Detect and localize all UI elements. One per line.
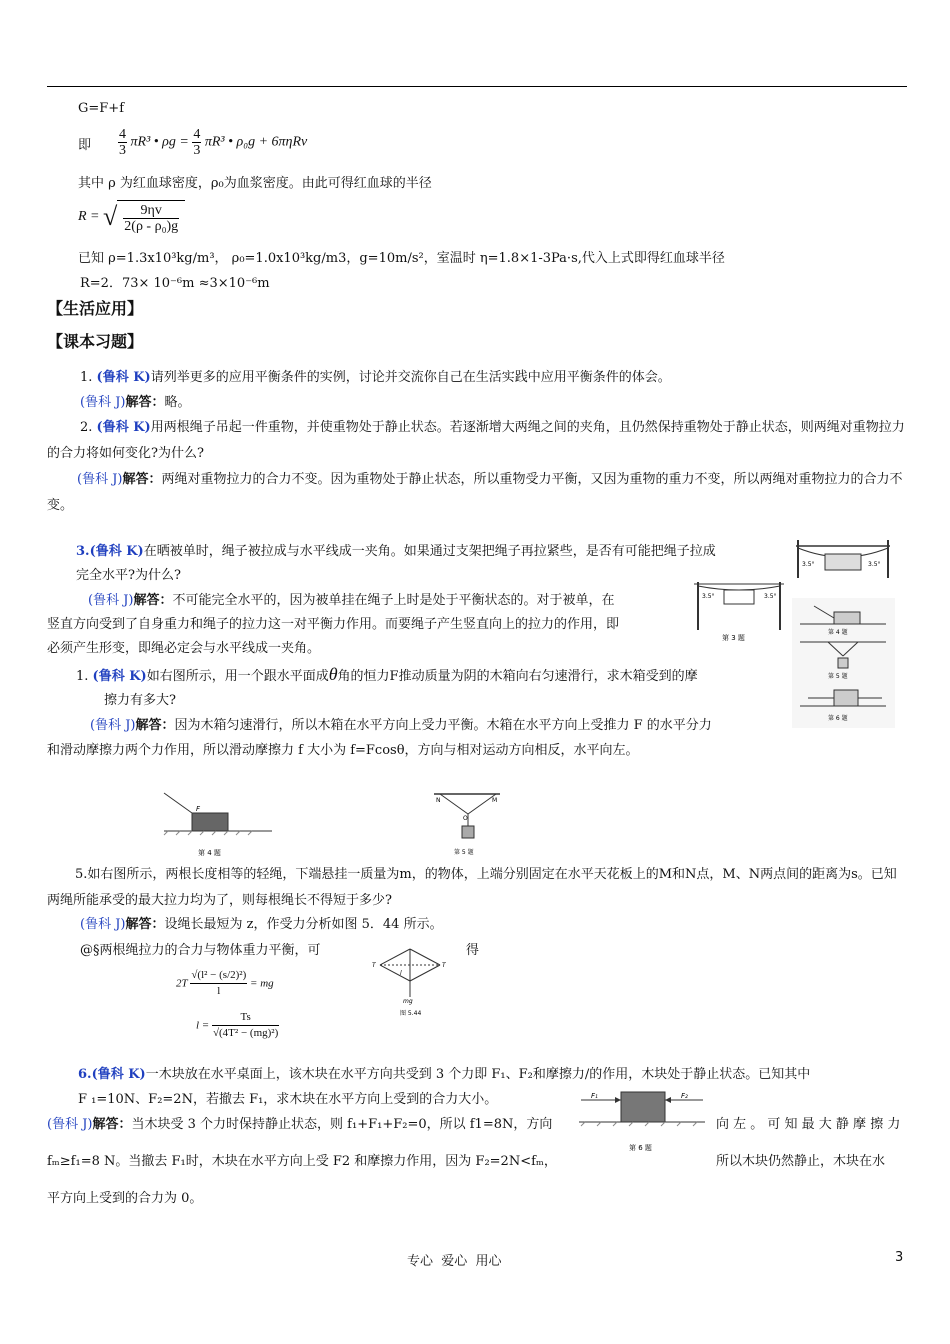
equation-stokes bbox=[118, 127, 307, 158]
fig544-label-mg: mg bbox=[403, 998, 413, 1005]
q5-eq-b-left: l = bbox=[196, 1019, 210, 1032]
q6-text2: F ₁=10N、F₂=2N，若撤去 F₁，求木块在水平方向上受到的合力大小。 bbox=[78, 1092, 498, 1107]
fig4-force-label: F bbox=[196, 805, 201, 813]
q3-num: 3. bbox=[76, 544, 90, 559]
q6-ans-tag: (鲁科 J) bbox=[47, 1117, 93, 1132]
q2-tag: (鲁科 K) bbox=[96, 420, 151, 435]
fig3-angle-right: 3.5° bbox=[764, 593, 777, 600]
section-life-heading: 【生活应用】 bbox=[47, 299, 144, 318]
eq1-den-b: 3 bbox=[193, 143, 201, 158]
fig6-caption: 第 6 题 bbox=[629, 1144, 652, 1152]
q6-ans-text2a: fₘ≥f₁=8 N。当撤去 F₁时，木块在水平方向上受 F2 和摩擦力作用，因为 F₂=2N<fₘ， bbox=[47, 1154, 557, 1169]
q6-text1: 一木块放在水平桌面上，该木块在水平方向共受到 3 个力即 F₁、F₂和摩擦力/的作用，木块处于静止状态。已知其中 bbox=[145, 1067, 811, 1082]
result-text: R=2．73× 10⁻⁶m ≈3×10⁻⁶m bbox=[80, 276, 270, 291]
eq1-num-b: 4 bbox=[193, 127, 201, 142]
q2-answer bbox=[47, 467, 907, 519]
r-num: 9ηv bbox=[123, 203, 179, 219]
footer-motto: 专心 爱心 用心 bbox=[407, 1254, 502, 1269]
q2-ans-text: 两绳对重物拉力的合力不变。因为重物处于静止状态，所以重物受力平衡，又因为重物的重力不变，所以两绳对重物拉力的合力不变。 bbox=[47, 472, 903, 513]
q4-text1b: 角的恒力F推动质量为阴的木箱向右匀速滑行，求木箱受到的摩 bbox=[337, 669, 698, 684]
q3-text1: 在晒被单时，绳子被拉成与水平线成一夹角。如果通过支架把绳子再拉紧些，是否有可能把绳子拉成 bbox=[143, 544, 716, 559]
q4-tag: (鲁科 K) bbox=[92, 669, 147, 684]
q5-line3a: @§两根绳拉力的合力与物体重力平衡，可 bbox=[80, 943, 321, 958]
q2-text: 用两根绳子吊起一件重物，并使重物处于静止状态。若逐渐增大两绳之间的夹角，且仍然保持重物处于静止状态，则两绳对重物拉力的合力将如何变化?为什么? bbox=[47, 420, 905, 461]
fig4-caption: 第 4 题 bbox=[198, 849, 221, 857]
q3-ans-tag: (鲁科 J) bbox=[88, 593, 134, 608]
fig5-label-n: N bbox=[436, 797, 441, 804]
q1-answer bbox=[80, 394, 191, 412]
fig4-mini-caption: 第 4 题 bbox=[828, 629, 848, 636]
eq1-num-a: 4 bbox=[119, 127, 126, 142]
q3-ans-label: 解答： bbox=[133, 593, 173, 608]
figure-3-sheet-on-rope bbox=[792, 538, 895, 598]
q2-question bbox=[47, 415, 907, 467]
q5-eq-a-den: l bbox=[217, 985, 221, 997]
q6-question-line1 bbox=[78, 1066, 810, 1084]
q6-ans-text3: 平方向上受到的合力为 0。 bbox=[47, 1191, 203, 1206]
q2-ans-label: 解答： bbox=[122, 472, 162, 487]
r-lhs: R = bbox=[78, 209, 100, 224]
eq1-right: πR³ • ρ₀g + 6πηRv bbox=[204, 134, 308, 150]
fig3-top-angle-right: 3.5° bbox=[868, 561, 881, 568]
eq1-den-a: 3 bbox=[119, 143, 126, 158]
q6-ans-text2b: 所以木块仍然静止，木块在水 bbox=[716, 1154, 886, 1169]
page-number: 3 bbox=[895, 1250, 904, 1265]
q4-ans-label: 解答： bbox=[135, 718, 175, 733]
known-text: 已知 ρ=1.3x10³kg/m³， ρ₀=1.0x10³kg/m3，g=10m/s²，室温时 η=1.8×1-3Pa·s,代入上式即得红血球半径 bbox=[78, 251, 725, 266]
q3-tag: (鲁科 K) bbox=[89, 544, 144, 559]
q5-ans-text: 设绳长最短为 z，作受力分析如图 5．44 所示。 bbox=[164, 917, 443, 932]
sqrt-symbol: √ bbox=[103, 202, 118, 231]
q5-line3b: 得 bbox=[466, 943, 480, 958]
q5-answer bbox=[80, 916, 443, 934]
fig544-label-t-right: T bbox=[442, 962, 446, 969]
figure-5-hanging-mass bbox=[432, 790, 502, 860]
q2-ans-tag: (鲁科 J) bbox=[77, 472, 123, 487]
q5-eq-b-den: √(4T² − (mg)²) bbox=[212, 1027, 279, 1039]
q6-ans-text1a: 当木块受 3 个力时保持静止状态，则 f₁+F₁+F₂=0，所以 f1=8N，方向 bbox=[131, 1117, 553, 1132]
fig5-label-m: M bbox=[492, 797, 498, 804]
q6-answer-line1 bbox=[47, 1116, 552, 1134]
q2-num: 2. bbox=[80, 420, 97, 435]
q3-ans-text3: 必须产生形变，即绳必定会与水平线成一夹角。 bbox=[47, 641, 321, 656]
q1-ans-text: 略。 bbox=[164, 395, 191, 410]
formula-g-eq: G=F+f bbox=[78, 101, 125, 116]
q3-question-line1 bbox=[76, 543, 716, 561]
figure-6-block-two-forces bbox=[577, 1088, 707, 1158]
q4-ans-tag: (鲁科 J) bbox=[90, 718, 136, 733]
figure-column-small bbox=[792, 598, 895, 728]
q4-text2: 擦力有多大? bbox=[104, 693, 176, 708]
q1-ans-label: 解答： bbox=[125, 395, 165, 410]
section-exercises-heading: 【课本习题】 bbox=[47, 332, 144, 351]
q3-text2: 完全水平?为什么? bbox=[76, 568, 181, 583]
equation-radius bbox=[78, 200, 185, 234]
where-text: 其中 ρ 为红血球密度，ρ₀为血浆密度。由此可得红血球的半径 bbox=[78, 176, 432, 191]
q1-question bbox=[80, 369, 671, 387]
fig6-label-f1: F₁ bbox=[591, 1092, 598, 1100]
fig6-mini-caption: 第 6 题 bbox=[828, 715, 848, 722]
fig5-caption: 第 5 题 bbox=[454, 849, 474, 856]
eq1-left: πR³ • ρg = bbox=[130, 134, 189, 150]
q5-ans-label: 解答： bbox=[125, 917, 165, 932]
q4-question-line1 bbox=[76, 665, 698, 686]
q5-eq-b-num: Ts bbox=[212, 1010, 279, 1026]
fig5-label-o: O bbox=[463, 815, 468, 822]
q1-num: 1. bbox=[80, 370, 97, 385]
fig5-mini-caption: 第 5 题 bbox=[828, 673, 848, 680]
q6-ans-label: 解答： bbox=[92, 1117, 132, 1132]
q3-ans-text2: 竖直方向受到了自身重力和绳子的拉力这一对平衡力作用。而要绳子产生竖直向上的拉力的作用，即 bbox=[47, 617, 620, 632]
q5-line3 bbox=[80, 942, 321, 960]
header-rule bbox=[47, 86, 907, 87]
fig544-label-t-left: T bbox=[372, 962, 376, 969]
figure-5-44-force-diagram bbox=[370, 945, 450, 1020]
q4-text1a: 如右图所示，用一个跟水平面成 bbox=[146, 669, 329, 684]
q6-num: 6. bbox=[78, 1067, 92, 1082]
formula-ji-label: 即 bbox=[78, 138, 92, 153]
figure-3-main bbox=[692, 578, 788, 646]
q5-ans-tag: (鲁科 J) bbox=[80, 917, 126, 932]
fig3-top-angle-left: 3.5° bbox=[802, 561, 815, 568]
q6-tag: (鲁科 K) bbox=[91, 1067, 146, 1082]
q5-eq-a-left: 2T bbox=[176, 977, 188, 990]
q5-eq-a-right: = mg bbox=[250, 977, 274, 990]
q4-ans-text2: 和滑动摩擦力两个力作用，所以滑动摩擦力 f 大小为 f=Fcosθ，方向与相对运动方向相反，水平向左。 bbox=[47, 743, 639, 758]
q5-question: 5.如右图所示，两根长度相等的轻绳，下端悬挂一质量为m，的物体，上端分别固定在水平天花板上的M和N点，M、N两点间的距离为s。已知两绳所能承受的最大拉力均为了，则每根绳长不得短于多少? bbox=[47, 867, 897, 908]
q5-equation-a: 2T $\frac{\text{√(l² − (s/2)²)}}{l}$ = mg bbox=[176, 969, 274, 997]
fig6-label-f2: F₂ bbox=[681, 1092, 688, 1100]
fig3-angle-left: 3.5° bbox=[702, 593, 715, 600]
fig544-caption: 图 5.44 bbox=[400, 1010, 422, 1017]
q6-ans-text1b: 向 左 。 可 知 最 大 静 摩 擦 力 bbox=[716, 1117, 901, 1132]
q4-theta: θ bbox=[328, 664, 338, 684]
q4-num: 1. bbox=[76, 669, 93, 684]
r-den: 2(ρ - ρ₀)g bbox=[124, 219, 179, 234]
q3-ans-text1: 不可能完全水平的，因为被单挂在绳子上时是处于平衡状态的。对于被单，在 bbox=[172, 593, 615, 608]
q1-text: 请列举更多的应用平衡条件的实例，讨论并交流你自己在生活实践中应用平衡条件的体会。 bbox=[150, 370, 671, 385]
q1-tag: (鲁科 K) bbox=[96, 370, 151, 385]
fig3-caption: 第 3 题 bbox=[722, 634, 745, 642]
q5-equation-b bbox=[196, 1010, 279, 1041]
figure-4-box-pushed bbox=[160, 785, 280, 860]
fig544-label-l: l bbox=[400, 970, 402, 977]
q3-answer-line1 bbox=[88, 592, 615, 610]
q1-ans-tag: (鲁科 J) bbox=[80, 395, 126, 410]
q4-answer-line1 bbox=[90, 717, 712, 735]
q4-ans-text1: 因为木箱匀速滑行，所以木箱在水平方向上受力平衡。木箱在水平方向上受推力 F 的水平分力 bbox=[174, 718, 712, 733]
